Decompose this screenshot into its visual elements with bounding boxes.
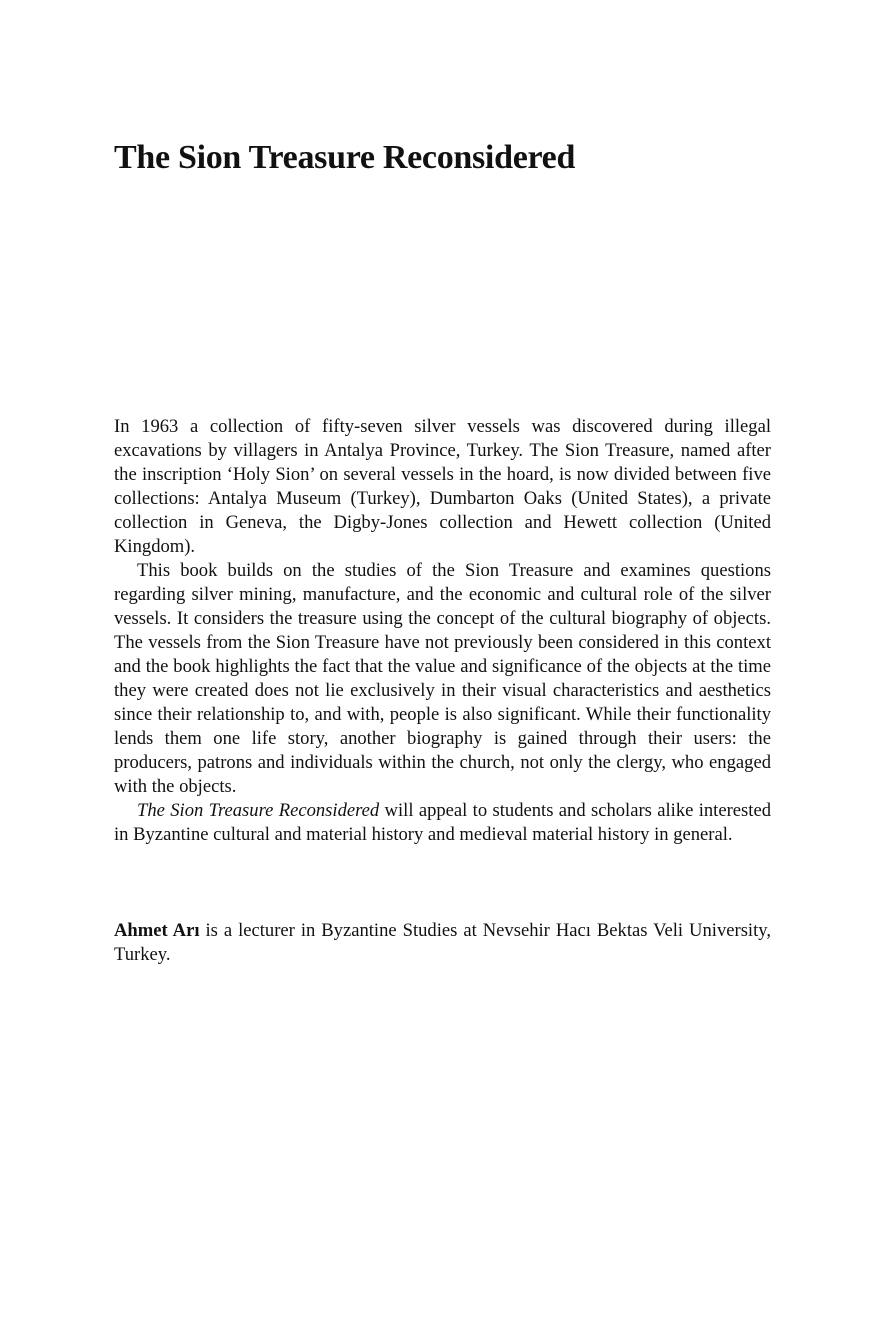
description-paragraph-1: In 1963 a collection of fifty-seven silver vessels was discovered during illegal excavations by villagers in Antalya Province, Turkey. The Sion Treasure, named after the inscription ‘Holy Sion’ on several vessels in the hoard, is now divided between five collections: Antalya Museum (Turkey), Dumbarton Oaks (United States), a private collection in Geneva, the Digby-Jones collection and Hewett collection (United Kingdom).	[114, 416, 771, 557]
author-name: Ahmet Arı	[114, 920, 200, 941]
author-bio-text: is a lecturer in Byzantine Studies at Nevsehir Hacı Bektas Veli University, Turkey.	[114, 920, 771, 965]
description-paragraph-3	[114, 799, 771, 847]
author-bio	[114, 919, 771, 967]
book-title-reference: The Sion Treasure Reconsidered	[137, 800, 380, 821]
description-paragraph-2: This book builds on the studies of the Sion Treasure and examines questions regarding silver mining, manufacture, and the economic and cultural role of the silver vessels. It considers the treasure using the concept of the cultural biography of objects. The vessels from the Sion Treasure have not previously been considered in this context and the book highlights the fact that the value and significance of the objects at the time they were created does not lie exclusively in their visual characteristics and aesthetics since their relationship to, and with, people is also significant. While their functionality lends them one life story, another biography is gained through their users: the producers, patrons and individuals within the church, not only the clergy, who engaged with the objects.	[114, 560, 771, 797]
book-description	[114, 415, 771, 847]
page-title: The Sion Treasure Reconsidered	[114, 139, 576, 176]
description-paragraph-3-text: will appeal to students and scholars alike interested in Byzantine cultural and material history and medieval material history in general.	[114, 800, 771, 845]
